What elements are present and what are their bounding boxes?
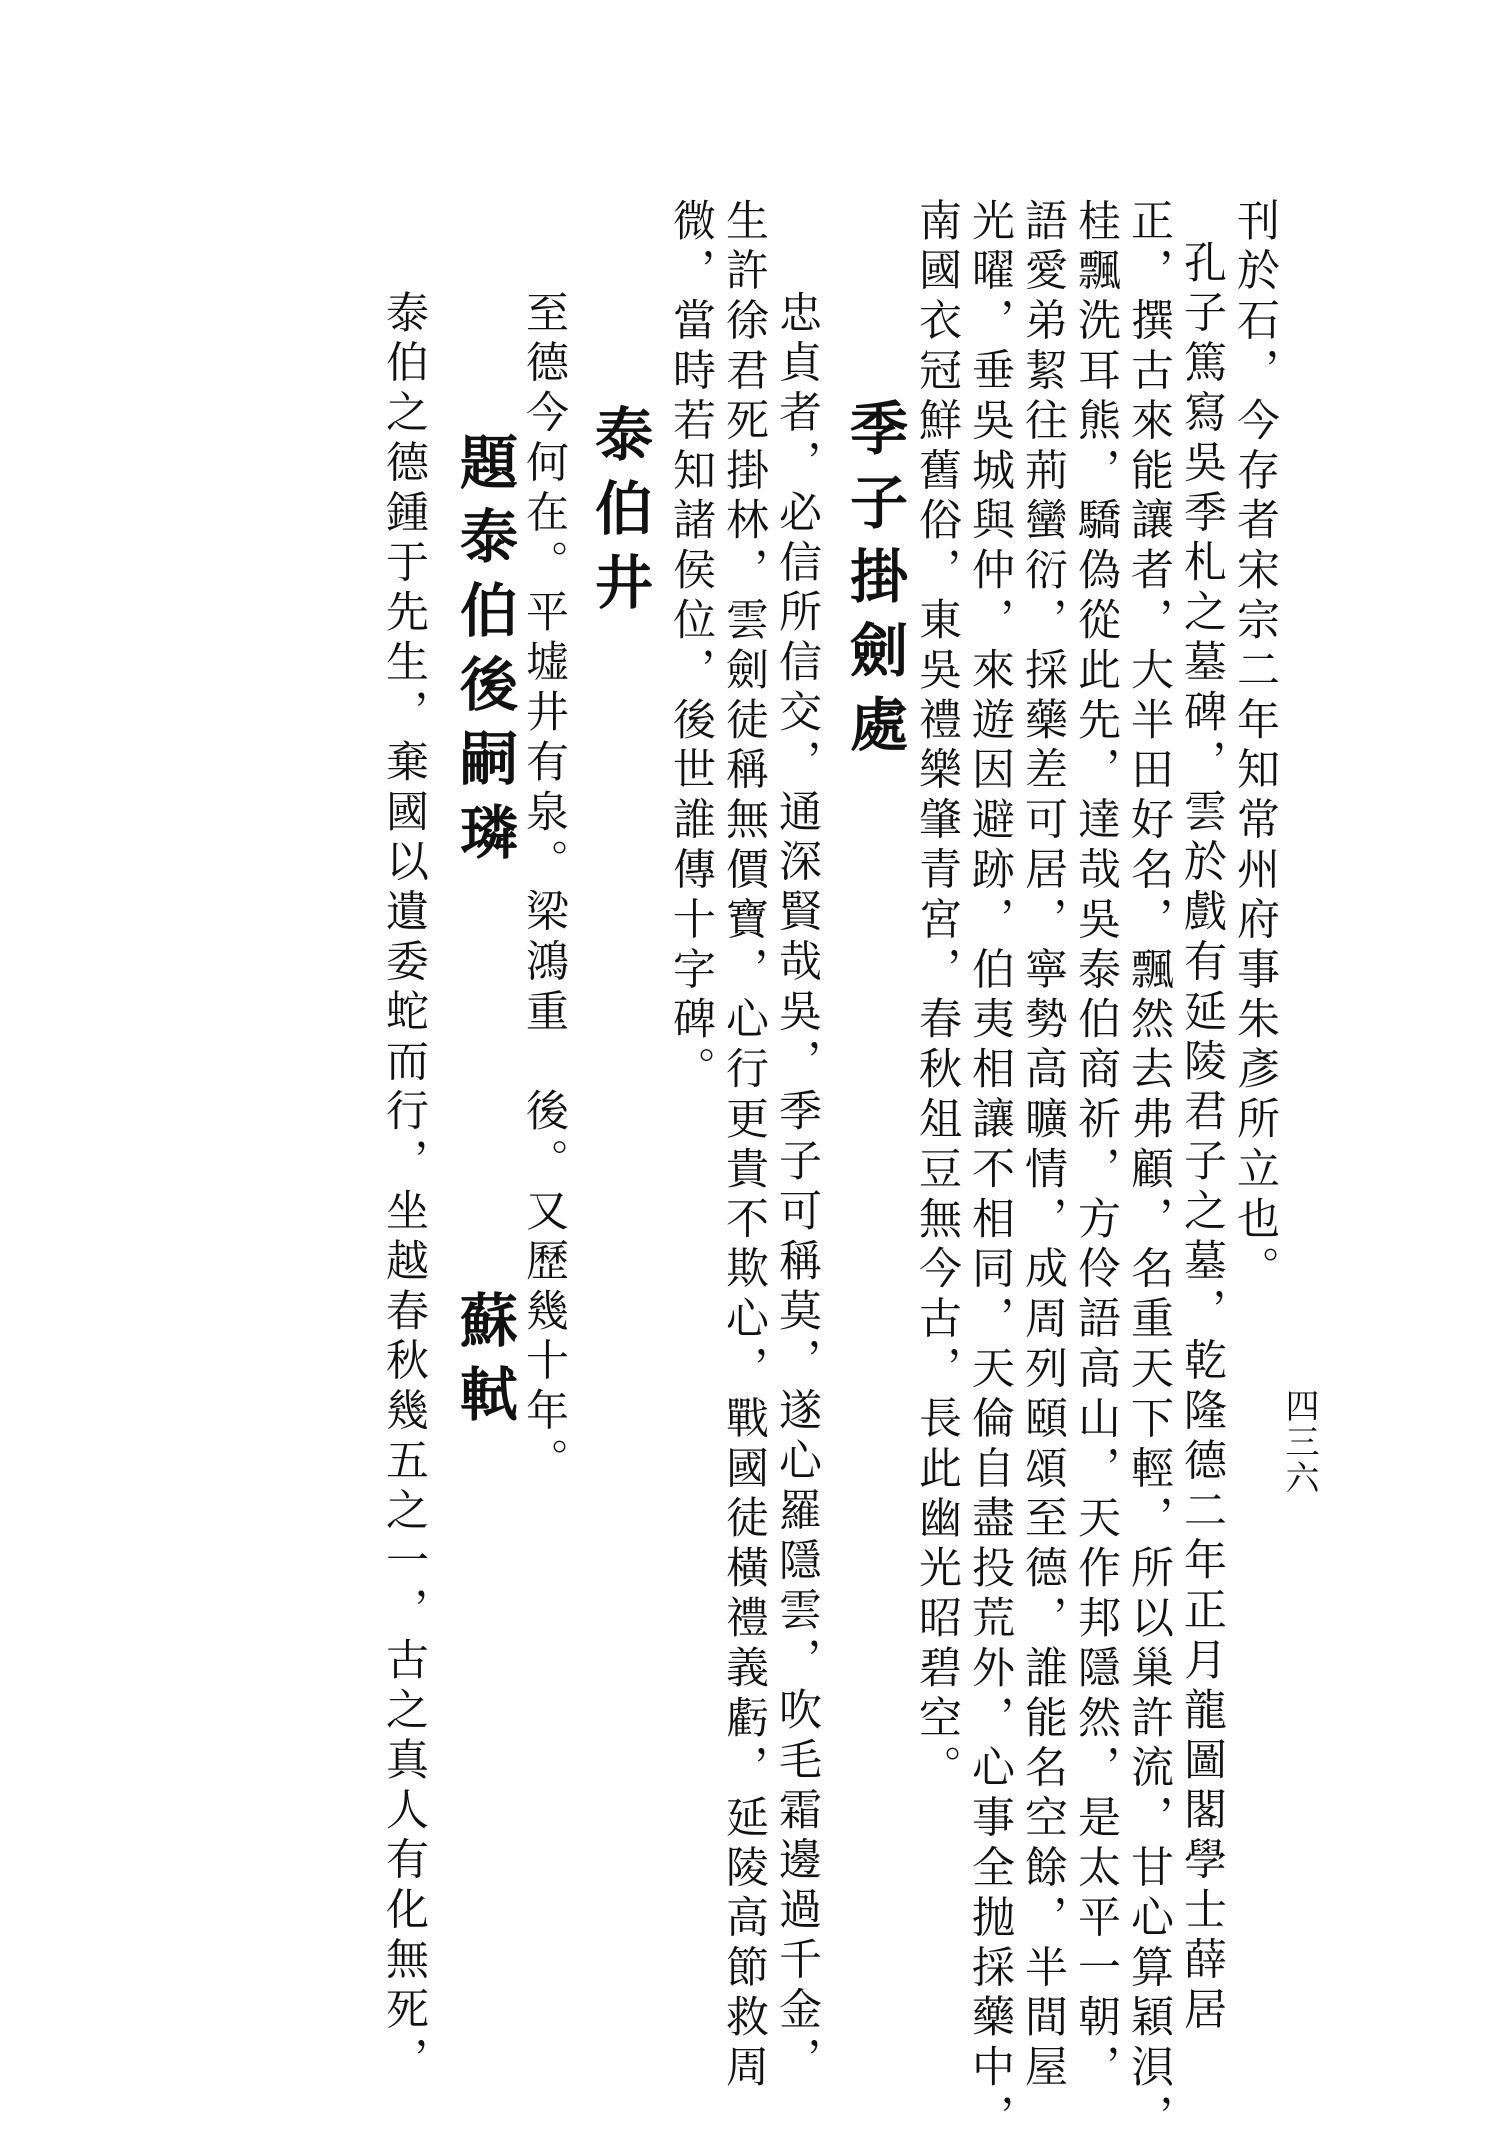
text-column-8: 忠貞者，必信所信交，通深賢哉吳，季子可稱莫，遂心羅隱雲，吹毛霜邊過千金， [772, 290, 822, 2087]
text-column-4: 桂飄洗耳熊，驕偽從此先，達哉吳泰伯商祈，方伶語高山，天作邦隱然，是太平一朝， [1071, 198, 1121, 2095]
text-column-9: 生許徐君死掛林，雲劍徒稱無價寶，心行更貴不欺心，戰國徒橫禮義虧，延陵高節救周 [719, 198, 769, 2095]
page-number: 四三六 [1279, 1388, 1319, 1496]
text-column-7: 南國衣冠鮮舊俗，東吳禮樂肇青宮，春秋俎豆無今古，長此幽光昭碧空。 [912, 198, 962, 1795]
text-column-3: 正，撰古來能讓者，大半田好名，飄然去弗顧，名重天下輕，所以巢許流，甘心算穎浿， [1124, 198, 1174, 2144]
text-column-11: 至德今何在。平墟井有泉。梁鴻重 後。又歷幾十年。 [519, 290, 569, 1488]
author-name: 蘇軾 [450, 1290, 518, 1438]
text-column-1: 刊於石，今存者宋宗二年知常州府事朱彥所立也。 [1230, 198, 1280, 1296]
text-column-6: 光曜，垂吳城與仲，來遊因避跡，伯夷相讓不相同，天倫自盡投荒外，心事全抛採藥中， [965, 198, 1015, 2144]
text-column-2: 孔子篤寫吳季札之墓碑，雲於戲有延陵君子之墓，乾隆德二年正月龍圖閣學士薛居 [1177, 240, 1227, 2037]
section-heading-poem-title: 題泰伯後嗣璘 [450, 432, 518, 876]
section-heading-jizi: 季子掛劍處 [840, 398, 908, 768]
section-heading-taibo-well: 泰伯井 [585, 404, 653, 626]
text-column-5: 語愛弟絜往荊蠻衍，採藥差可居，寧勢高曠情，成周列頤頌至德，誰能名空餘，半間屋 [1018, 198, 1068, 2095]
text-column-12: 泰伯之德鍾于先生，棄國以遺委蛇而行，坐越春秋幾五之一，古之真人有化無死， [379, 290, 429, 2087]
text-column-10: 微，當時若知諸侯位，後世誰傳十字碑。 [666, 198, 716, 1097]
